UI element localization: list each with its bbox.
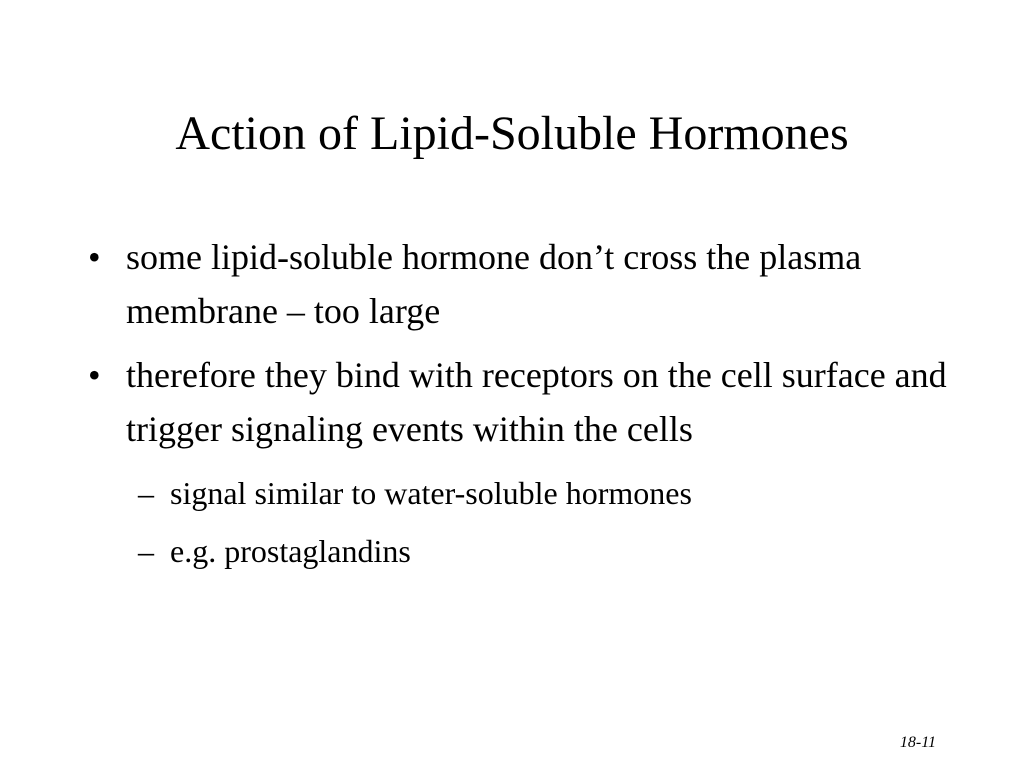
sub-bullet-item xyxy=(126,464,948,522)
bullet-text: some lipid-soluble hormone don’t cross the plasma membrane – too large xyxy=(126,237,862,331)
bullet-text: therefore they bind with receptors on the cell surface and trigger signaling events within the cells xyxy=(126,355,947,449)
bullet-marker: • xyxy=(88,355,101,395)
bullet-item xyxy=(88,230,948,338)
sub-bullet-marker: – xyxy=(138,475,154,511)
bullet-item xyxy=(88,348,948,580)
bullet-list xyxy=(88,230,948,590)
page-number: 18-11 xyxy=(899,734,936,751)
sub-bullet-list xyxy=(126,464,948,580)
bullet-marker: • xyxy=(88,237,101,277)
sub-bullet-marker: – xyxy=(138,533,154,569)
sub-bullet-item xyxy=(126,522,948,580)
sub-bullet-text: signal similar to water-soluble hormones xyxy=(170,475,692,511)
slide-title: Action of Lipid-Soluble Hormones xyxy=(175,107,849,160)
sub-bullet-text: e.g. prostaglandins xyxy=(170,533,411,569)
